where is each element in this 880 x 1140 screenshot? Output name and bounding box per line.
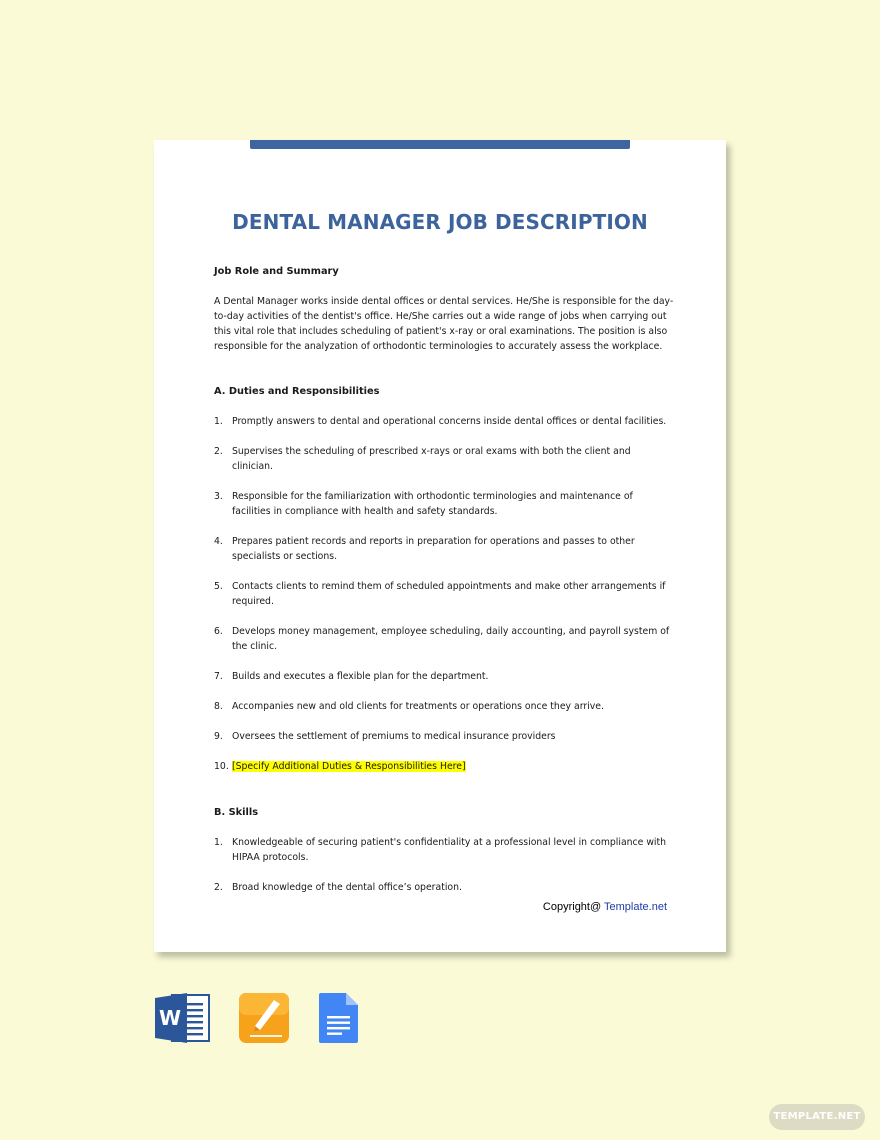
item-number: 2.: [214, 446, 223, 457]
item-number: 4.: [214, 536, 223, 547]
duty-item: [214, 534, 674, 564]
duty-item: [214, 699, 674, 714]
template-net-watermark: TEMPLATE.NET: [769, 1104, 865, 1130]
item-text: Prepares patient records and reports in preparation for operations and passes to other specialists or sections.: [232, 536, 635, 562]
item-text: Oversees the settlement of premiums to medical insurance providers: [232, 731, 556, 742]
item-text: Responsible for the familiarization with orthodontic terminologies and maintenance of facilities in compliance with health and safety standards.: [232, 491, 633, 517]
google-docs-icon[interactable]: [318, 992, 360, 1049]
item-number: 3.: [214, 491, 223, 502]
duty-item: [214, 444, 674, 474]
item-number: 9.: [214, 731, 223, 742]
skill-item: [214, 880, 674, 895]
item-text: Contacts clients to remind them of scheduled appointments and make other arrangements if required.: [232, 581, 666, 607]
item-number: 2.: [214, 882, 223, 893]
duties-heading: A. Duties and Responsibilities: [214, 386, 380, 397]
duty-item: [214, 669, 674, 684]
duty-item: [214, 729, 674, 744]
item-number: 6.: [214, 626, 223, 637]
pages-icon[interactable]: [238, 992, 290, 1049]
item-text: Develops money management, employee scheduling, daily accounting, and payroll system of the clinic.: [232, 626, 670, 652]
item-text: Supervises the scheduling of prescribed x-rays or oral exams with both the client and clinician.: [232, 446, 631, 472]
skill-item: [214, 835, 674, 865]
item-number: 1.: [214, 416, 223, 427]
highlighted-placeholder-text: [Specify Additional Duties & Responsibilities Here]: [232, 761, 466, 772]
role-summary-text: A Dental Manager works inside dental offices or dental services. He/She is responsible for the day-to-day activities of the dentist's office. He/She carries out a wide range of jobs when carrying out this vital role that includes scheduling of patient's x-ray or oral examinations. The position is also responsible for the analyzation of orthodontic terminologies to accurately assess the workplace.: [214, 296, 674, 352]
duty-item: [214, 624, 674, 654]
document-body: [214, 264, 674, 895]
item-number: 1.: [214, 837, 223, 848]
item-text: Knowledgeable of securing patient's confidentiality at a professional level in compliance with HIPAA protocols.: [232, 837, 667, 863]
document-page: [154, 140, 726, 952]
header-bar: [250, 140, 630, 149]
document-title: DENTAL MANAGER JOB DESCRIPTION: [232, 210, 648, 234]
copyright-line: [543, 901, 667, 913]
item-number: 5.: [214, 581, 223, 592]
duty-item: [214, 579, 674, 609]
skills-list: [214, 835, 674, 895]
role-summary-heading: Job Role and Summary: [214, 266, 339, 277]
item-text: Builds and executes a flexible plan for the department.: [232, 671, 489, 682]
item-number: 10.: [214, 761, 229, 772]
copyright-label: Copyright@: [542, 901, 602, 913]
duty-item-placeholder: [214, 759, 674, 774]
skills-heading: B. Skills: [214, 807, 259, 818]
item-text: Accompanies new and old clients for treatments or operations once they arrive.: [232, 701, 604, 712]
item-text: Promptly answers to dental and operational concerns inside dental offices or dental facilities.: [232, 416, 667, 427]
item-number: 8.: [214, 701, 223, 712]
word-icon[interactable]: [154, 992, 212, 1049]
item-text: Broad knowledge of the dental office’s operation.: [232, 882, 462, 893]
item-number: 7.: [214, 671, 223, 682]
word-icon-letter: W: [158, 1006, 182, 1030]
template-net-link[interactable]: Template.net: [604, 901, 667, 913]
duty-item: [214, 489, 674, 519]
duty-item: [214, 414, 674, 429]
duties-list: [214, 414, 674, 774]
